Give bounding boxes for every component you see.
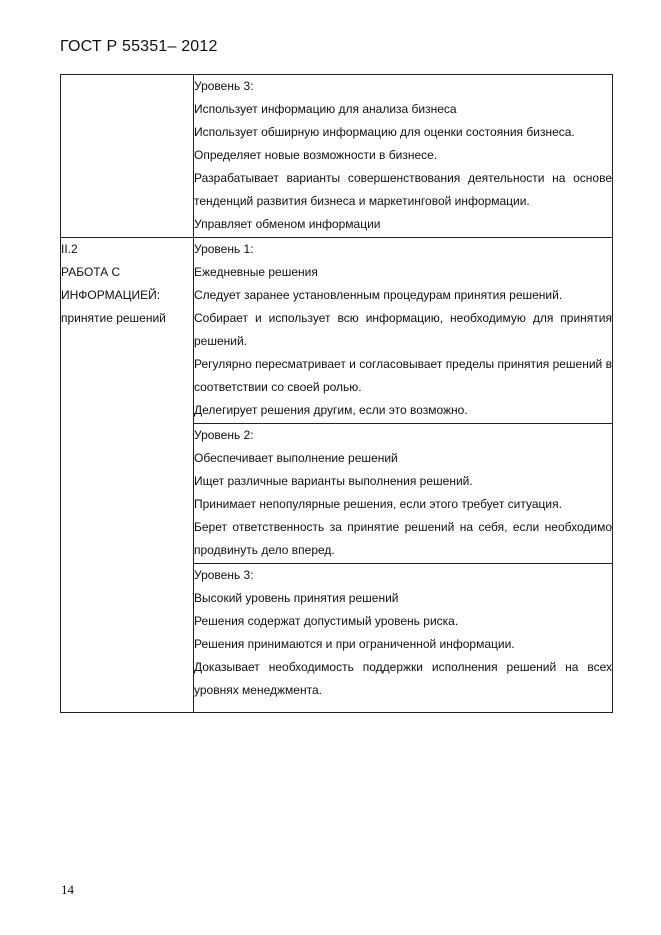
level-statement: Разрабатывает варианты совершенствования деятельности на основе тенденций развития бизнеса и маркетинговой информации. — [194, 171, 612, 208]
level-statement: Следует заранее установленным процедурам принятия решений. — [194, 288, 563, 302]
page-number: 14 — [61, 882, 74, 897]
level-statement: Регулярно пересматривает и согласовывает пределы принятия решений в соответствии со своей ролью. — [194, 357, 612, 394]
level-statement: Управляет обменом информации — [194, 217, 381, 231]
level-subtitle: Обеспечивает выполнение решений — [194, 451, 398, 465]
competency-cell-empty — [61, 75, 194, 238]
document-code-header: ГОСТ Р 55351– 2012 — [60, 38, 218, 55]
level-description-cell — [194, 238, 613, 424]
level-description-cell — [194, 424, 613, 564]
competency-name-cell — [61, 238, 194, 713]
level-statement: Решения принимаются и при ограниченной информации. — [194, 637, 515, 651]
level-heading: Уровень 3: — [194, 79, 254, 93]
level-statement: Собирает и использует всю информацию, необходимую для принятия решений. — [194, 311, 612, 348]
level-statement: Решения содержат допустимый уровень риска. — [194, 614, 459, 628]
level-heading: Уровень 1: — [194, 242, 254, 256]
level-heading: Уровень 2: — [194, 428, 254, 442]
level-subtitle: Ежедневные решения — [194, 265, 318, 279]
level-description-cell — [194, 564, 613, 713]
level-statement: Ищет различные варианты выполнения решений. — [194, 474, 473, 488]
competency-table — [60, 74, 613, 713]
level-subtitle: Использует информацию для анализа бизнеса — [194, 102, 457, 116]
competency-code: II.2 — [61, 242, 78, 256]
level-description-cell — [194, 75, 613, 238]
table-row — [61, 75, 613, 238]
level-statement: Принимает непопулярные решения, если этого требует ситуация. — [194, 497, 562, 511]
competency-subtitle: принятие решений — [61, 311, 166, 325]
level-subtitle: Высокий уровень принятия решений — [194, 591, 399, 605]
competency-title-line: РАБОТА С — [61, 265, 121, 279]
level-statement: Берет ответственность за принятие решений на себя, если необходимо продвинуть дело вперед. — [194, 520, 612, 557]
level-heading: Уровень 3: — [194, 568, 254, 582]
competency-title-line: ИНФОРМАЦИЕЙ: — [61, 288, 161, 302]
level-statement: Делегирует решения другим, если это возможно. — [194, 403, 468, 417]
level-statement: Доказывает необходимость поддержки исполнения решений на всех уровнях менеджмента. — [194, 660, 612, 697]
table-row — [61, 238, 613, 424]
level-statement: Использует обширную информацию для оценки состояния бизнеса. — [194, 125, 575, 139]
level-statement: Определяет новые возможности в бизнесе. — [194, 148, 438, 162]
